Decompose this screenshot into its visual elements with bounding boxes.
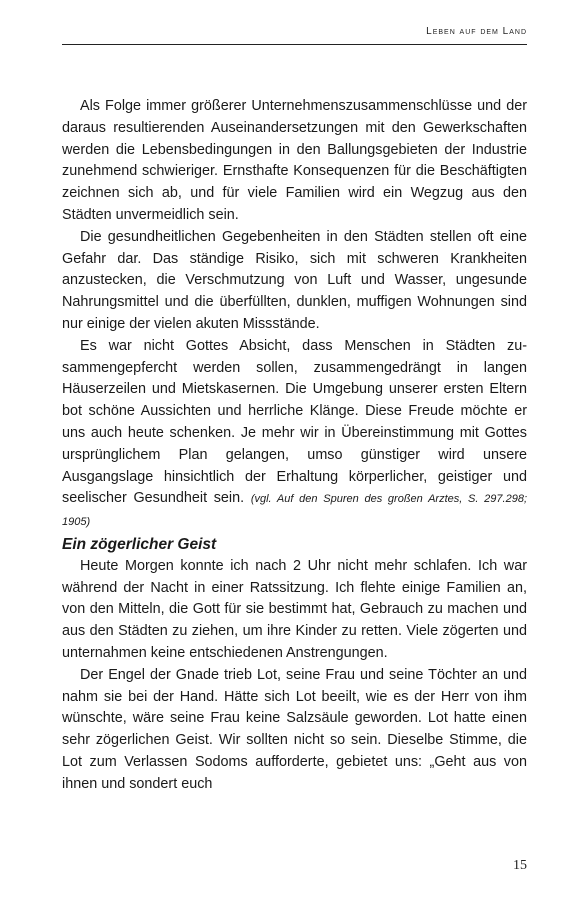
paragraph: Die gesundheitlichen Gegebenheiten in den Städten stellen oft eine Gefahr dar. Das ständige Risiko, sich mit schweren Krankheiten anzustecken, die Verschmutzung von Luft und Wasser, ungesunde Nahrungsmittel und die überfüllten, dunklen, muffigen Wohnungen sind nur einige der vielen akuten Missstände.	[62, 228, 527, 332]
paragraph	[62, 336, 527, 534]
paragraph: Der Engel der Gnade trieb Lot, seine Frau und seine Töchter an und nahm sie bei der Hand. Hätte sich Lot beeilt, wie es der Herr von ihm wünschte, wäre seine Frau keine Salzsäule geworden. Lot hatte einen sehr zögerlichen Geist. Wir sollten nicht so sein. Dieselbe Stimme, die Lot zum Verlassen Sodoms aufforderte, gebietet uns: „Geht aus von ihnen und sondert euch	[62, 666, 527, 792]
paragraph: Als Folge immer größerer Unternehmenszusammenschlüsse und der daraus resultierenden Auseinandersetzungen mit den Gewerkschaften werden die Lebensbedingungen in den Ballungsgebieten der Industrie zunehmend schwieriger. Ernsthafte Konsequenzen für die Beschäftigten zeichnen sich ab, und für viele Familien wird ein Wegzug aus den Städten unvermeidlich sein.	[62, 98, 527, 223]
running-header: Leben auf dem Land	[426, 26, 527, 37]
section-heading: Ein zögerlicher Geist	[62, 535, 217, 553]
paragraph: Heute Morgen konnte ich nach 2 Uhr nicht mehr schlafen. Ich war während der Nacht in einer Ratssitzung. Ich flehte einige Familien an, von den Mitteln, die Gott für sie bestimmt hat, Gebrauch zu machen und aus den Städten zu ziehen, um ihre Kinder zu retten. Viele zögerten und unternahmen keine entschiedenen Anstrengungen.	[62, 557, 527, 661]
paragraph-text: Es war nicht Gottes Absicht, dass Menschen in Städten zusammengepfercht werden sollen, zusammengedrängt in langen Häuserzeilen und Mietskasernen. Die Umgebung unserer ersten Eltern bot schöne Aussichten und herrliche Klänge. Diese Freude möchte er uns auch heute schenken. Je mehr wir in Übereinstimmung mit Gottes ursprünglichem Plan gelangen, umso günstiger wird unsere Ausgangslage hinsichtlich der Erhaltung körperlicher, geistiger und seelischer Gesundheit sein.	[62, 337, 527, 507]
page-body	[62, 96, 527, 796]
header-rule	[62, 44, 527, 45]
page-number: 15	[513, 858, 527, 873]
citation: (vgl. Auf den Spuren des großen Arztes, S. 297.298; 1905)	[62, 493, 528, 529]
